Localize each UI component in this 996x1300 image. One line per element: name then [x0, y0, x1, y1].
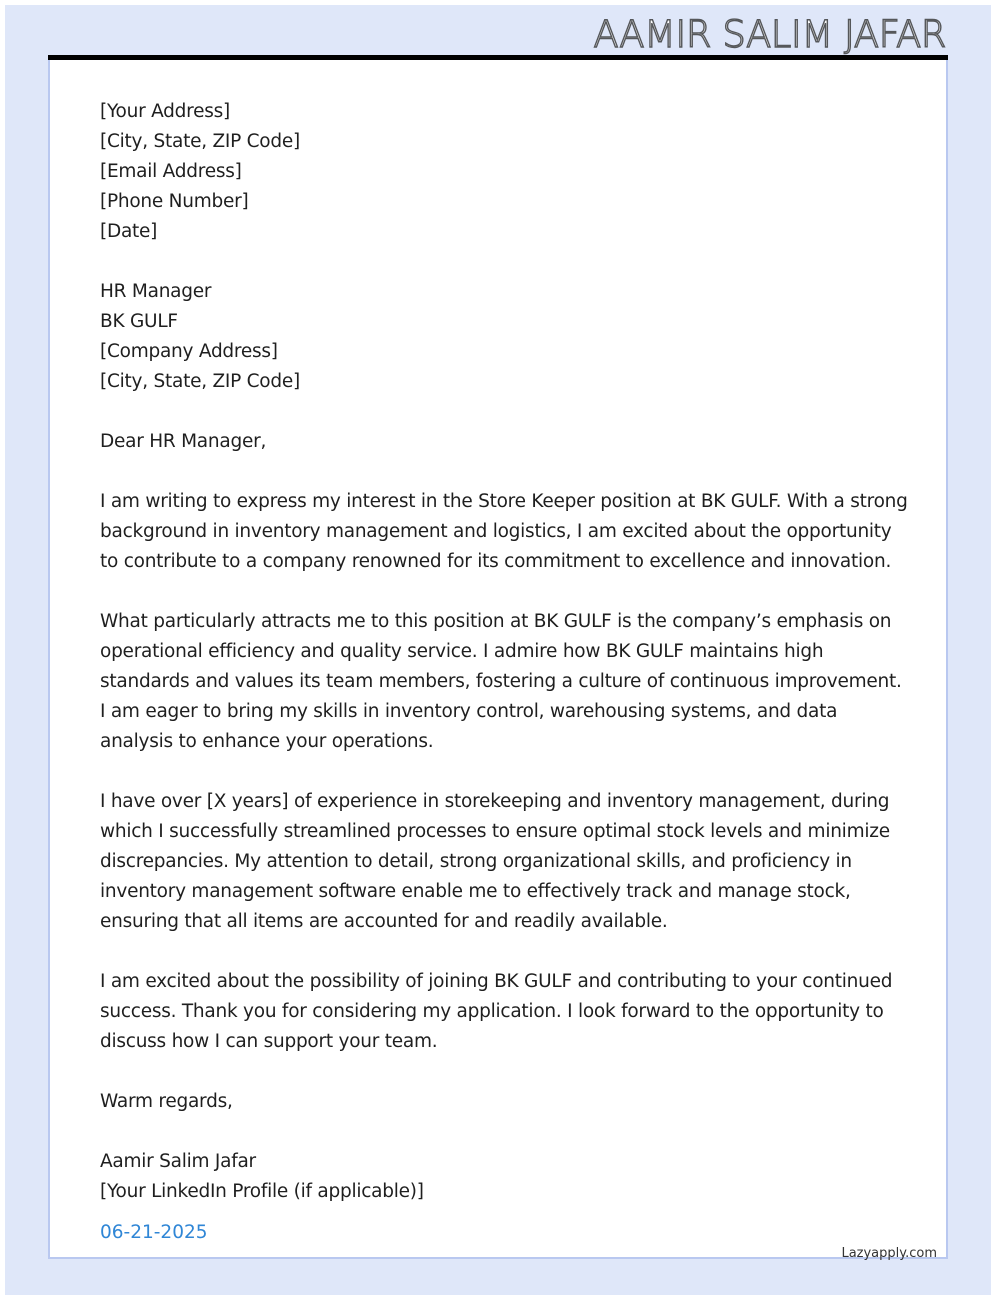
paragraph-motivation: What particularly attracts me to this position at BK GULF is the company’s emphasis on operational efficiency and quality service. I admire how BK GULF maintains high standards and values its team members, fostering a culture of continuous improvement. I am eager to bring my skills in inventory control, warehousing systems, and data analysis to enhance your operations. — [100, 611, 902, 752]
paragraph-intro: I am writing to express my interest in the Store Keeper position at BK GULF. With a strong background in inventory management and logistics, I am excited about the opportunity to contribute to a company renowned for its commitment to excellence and innovation. — [100, 491, 908, 572]
recipient-title: HR Manager — [100, 281, 212, 302]
paragraph-experience: I have over [X years] of experience in storekeeping and inventory management, during which I successfully streamlined processes to ensure optimal stock levels and minimize discrepancies. My attention to detail, strong organizational skills, and proficiency in inventory management software enable me to effectively track and manage stock, ensuring that all items are accounted for and readily available. — [100, 791, 890, 932]
recipient-address: [Company Address] — [100, 341, 278, 362]
sender-email: [Email Address] — [100, 161, 242, 182]
signature-linkedin: [Your LinkedIn Profile (if applicable)] — [100, 1181, 424, 1202]
salutation: Dear HR Manager, — [100, 431, 267, 452]
sender-city-state-zip: [City, State, ZIP Code] — [100, 131, 300, 152]
sender-block — [100, 97, 910, 247]
header-name: AAMIR SALIM JAFAR — [593, 13, 946, 56]
recipient-company: BK GULF — [100, 311, 178, 332]
paragraph-closing: I am excited about the possibility of joining BK GULF and contributing to your continued success. Thank you for considering my application. I look forward to the opportunity to discuss how I can support your team. — [100, 971, 893, 1052]
sender-date: [Date] — [100, 221, 158, 242]
recipient-block — [100, 277, 910, 397]
footer-date: 06-21-2025 — [100, 1222, 208, 1243]
closing-phrase: Warm regards, — [100, 1091, 233, 1112]
letter-body — [100, 97, 910, 1207]
signature-name: Aamir Salim Jafar — [100, 1151, 256, 1172]
recipient-city-state-zip: [City, State, ZIP Code] — [100, 371, 300, 392]
footer-site-credit: Lazyapply.com — [841, 1246, 937, 1261]
sender-phone: [Phone Number] — [100, 191, 249, 212]
sender-address: [Your Address] — [100, 101, 230, 122]
